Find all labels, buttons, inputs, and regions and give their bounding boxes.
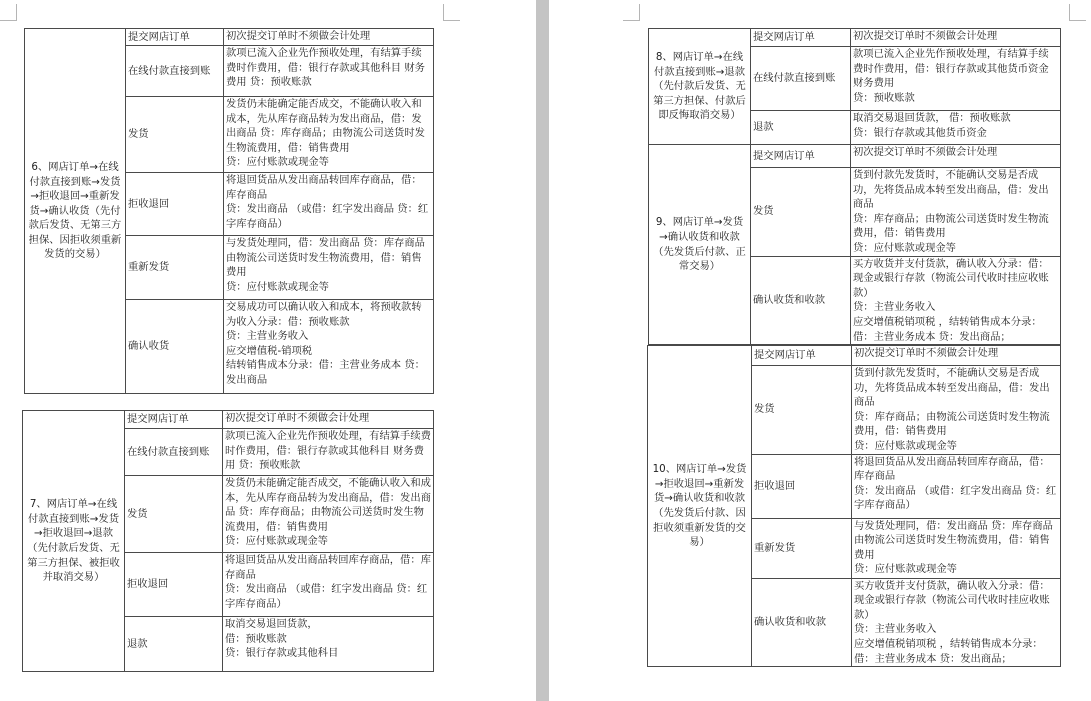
entry-description: 初次提交订单时不须做会计处理 [851,29,1061,47]
step-label: 在线付款直接到账 [126,46,224,97]
accounting-table-case-7 [22,410,434,672]
step-label: 提交网店订单 [751,29,851,47]
entry-description: 发货仍未能确定能否成交，不能确认收入和成本，先从库存商品转为发出商品，借：发出商品 贷：库存商品；由物流公司送货时发生物流费用，借：销售费用 贷：应付账款或现金等 [223,476,434,553]
case-description: 10、网店订单→发货→拒收退回→重新发货→确认收货和收款（先发货后付款、因拒收须重新发货的交易） [648,346,752,667]
step-label: 确认收货和收款 [752,578,852,667]
step-label: 拒收退回 [126,173,224,236]
step-label: 退款 [125,617,223,672]
entry-description: 买方收货并支付货款，确认收入分录：借：现金或银行存款（物流公司代收时挂应收账款） 贷：主营业务收入 应交增值税销项税 ，结转销售成本分录： 借：主营业务成本 贷：发出商品； [852,578,1061,667]
entry-description: 发货仍未能确定能否成交，不能确认收入和成本，先从库存商品转为发出商品，借：发出商品 贷：库存商品；由物流公司送货时发生物流费用，借：销售费用 贷：应付账款或现金等 [224,97,434,173]
page-corner-mark [623,4,640,21]
step-label: 退款 [751,111,851,145]
document-page-right [549,0,1091,701]
entry-description: 取消交易退回货款， 借：预收账款 贷：银行存款或其他科目 [223,617,434,672]
entry-description: 将退回货品从发出商品转回库存商品，借：库存商品 贷：发出商品 （或借：红字发出商品 贷：红字库存商品） [223,553,434,617]
step-label: 提交网店订单 [126,29,224,46]
entry-description: 与发货处理同，借：发出商品 贷：库存商品 由物流公司送货时发生物流费用，借：销售费用 贷：应付账款或现金等 [224,236,434,300]
step-label: 发货 [125,476,223,553]
step-label: 发货 [126,97,224,173]
step-label: 确认收货和收款 [751,256,851,345]
step-label: 重新发货 [752,518,852,578]
document-page-left [0,0,536,701]
entry-description: 货到付款先发货时，不能确认交易是否成功，先将货品成本转至发出商品，借：发出商品 贷：库存商品；由物流公司送货时发生物流费用，借：销售费用 贷：应付账款或现金等 [852,366,1061,455]
accounting-table-case-6 [24,28,434,394]
entry-description: 款项已流入企业先作预收处理，有结算手续费时作费用，借：银行存款或其他科目 财务费用 贷：预收账款 [223,429,434,476]
entry-description: 与发货处理同，借：发出商品 贷：库存商品 由物流公司送货时发生物流费用，借：销售费用 贷：应付账款或现金等 [852,518,1061,578]
step-label: 发货 [751,168,851,257]
case-description: 8、网店订单→在线付款直接到账→退款（先付款后发货、无第三方担保、付款后即反悔取消交易） [649,29,751,145]
case-description: 9、网店订单→发货→确认收货和收款（先发货后付款、正常交易） [649,145,751,345]
page-corner-mark [1069,4,1086,21]
step-label: 拒收退回 [752,454,852,518]
entry-description: 将退回货品从发出商品转回库存商品，借：库存商品 贷：发出商品 （或借：红字发出商品 贷：红字库存商品） [852,454,1061,518]
entry-description: 款项已流入企业先作预收处理，有结算手续费时作费用，借：银行存款或其他科目 财务费用 贷：预收账款 [224,46,434,97]
step-label: 在线付款直接到账 [751,47,851,111]
step-label: 发货 [752,366,852,455]
entry-description: 初次提交订单时不须做会计处理 [223,411,434,429]
page-gap [536,0,549,701]
page-corner-mark [443,4,460,21]
accounting-table-case-10 [647,345,1061,667]
page-corner-mark [0,4,17,21]
case-description: 6、网店订单→在线付款直接到账→发货→拒收退回→重新发货→确认收货（先付款后发货、无第三方担保、因拒收须重新发货的交易） [25,29,126,394]
entry-description: 将退回货品从发出商品转回库存商品，借：库存商品 贷：发出商品 （或借：红字发出商品 贷：红字库存商品） [224,173,434,236]
accounting-table-case-8-9 [648,28,1061,345]
step-label: 提交网店订单 [751,145,851,168]
entry-description: 交易成功可以确认收入和成本，将预收款转为收入分录：借：预收账款 贷：主营业务收入 应交增值税-销项税 结转销售成本分录：借：主营业务成本 贷：发出商品 [224,300,434,394]
entry-description: 款项已流入企业先作预收处理，有结算手续费时作费用，借：银行存款或其他货币资金 财务费用 贷：预收账款 [851,47,1061,111]
entry-description: 取消交易退回货款， 借：预收账款 贷：银行存款或其他货币资金 [851,111,1061,145]
entry-description: 初次提交订单时不须做会计处理 [851,145,1061,168]
step-label: 提交网店订单 [125,411,223,429]
entry-description: 初次提交订单时不须做会计处理 [852,346,1061,366]
step-label: 拒收退回 [125,553,223,617]
entry-description: 初次提交订单时不须做会计处理 [224,29,434,46]
step-label: 提交网店订单 [752,346,852,366]
step-label: 确认收货 [126,300,224,394]
step-label: 重新发货 [126,236,224,300]
step-label: 在线付款直接到账 [125,429,223,476]
entry-description: 货到付款先发货时，不能确认交易是否成功，先将货品成本转至发出商品，借：发出商品 贷：库存商品；由物流公司送货时发生物流费用，借：销售费用 贷：应付账款或现金等 [851,168,1061,257]
case-description: 7、网店订单→在线付款直接到账→发货→拒收退回→退款（先付款后发货、无第三方担保、被拒收并取消交易） [23,411,125,672]
entry-description: 买方收货并支付货款，确认收入分录：借：现金或银行存款（物流公司代收时挂应收账款） 贷：主营业务收入 应交增值税销项税 ，结转销售成本分录： 借：主营业务成本 贷：发出商品； [851,256,1061,345]
